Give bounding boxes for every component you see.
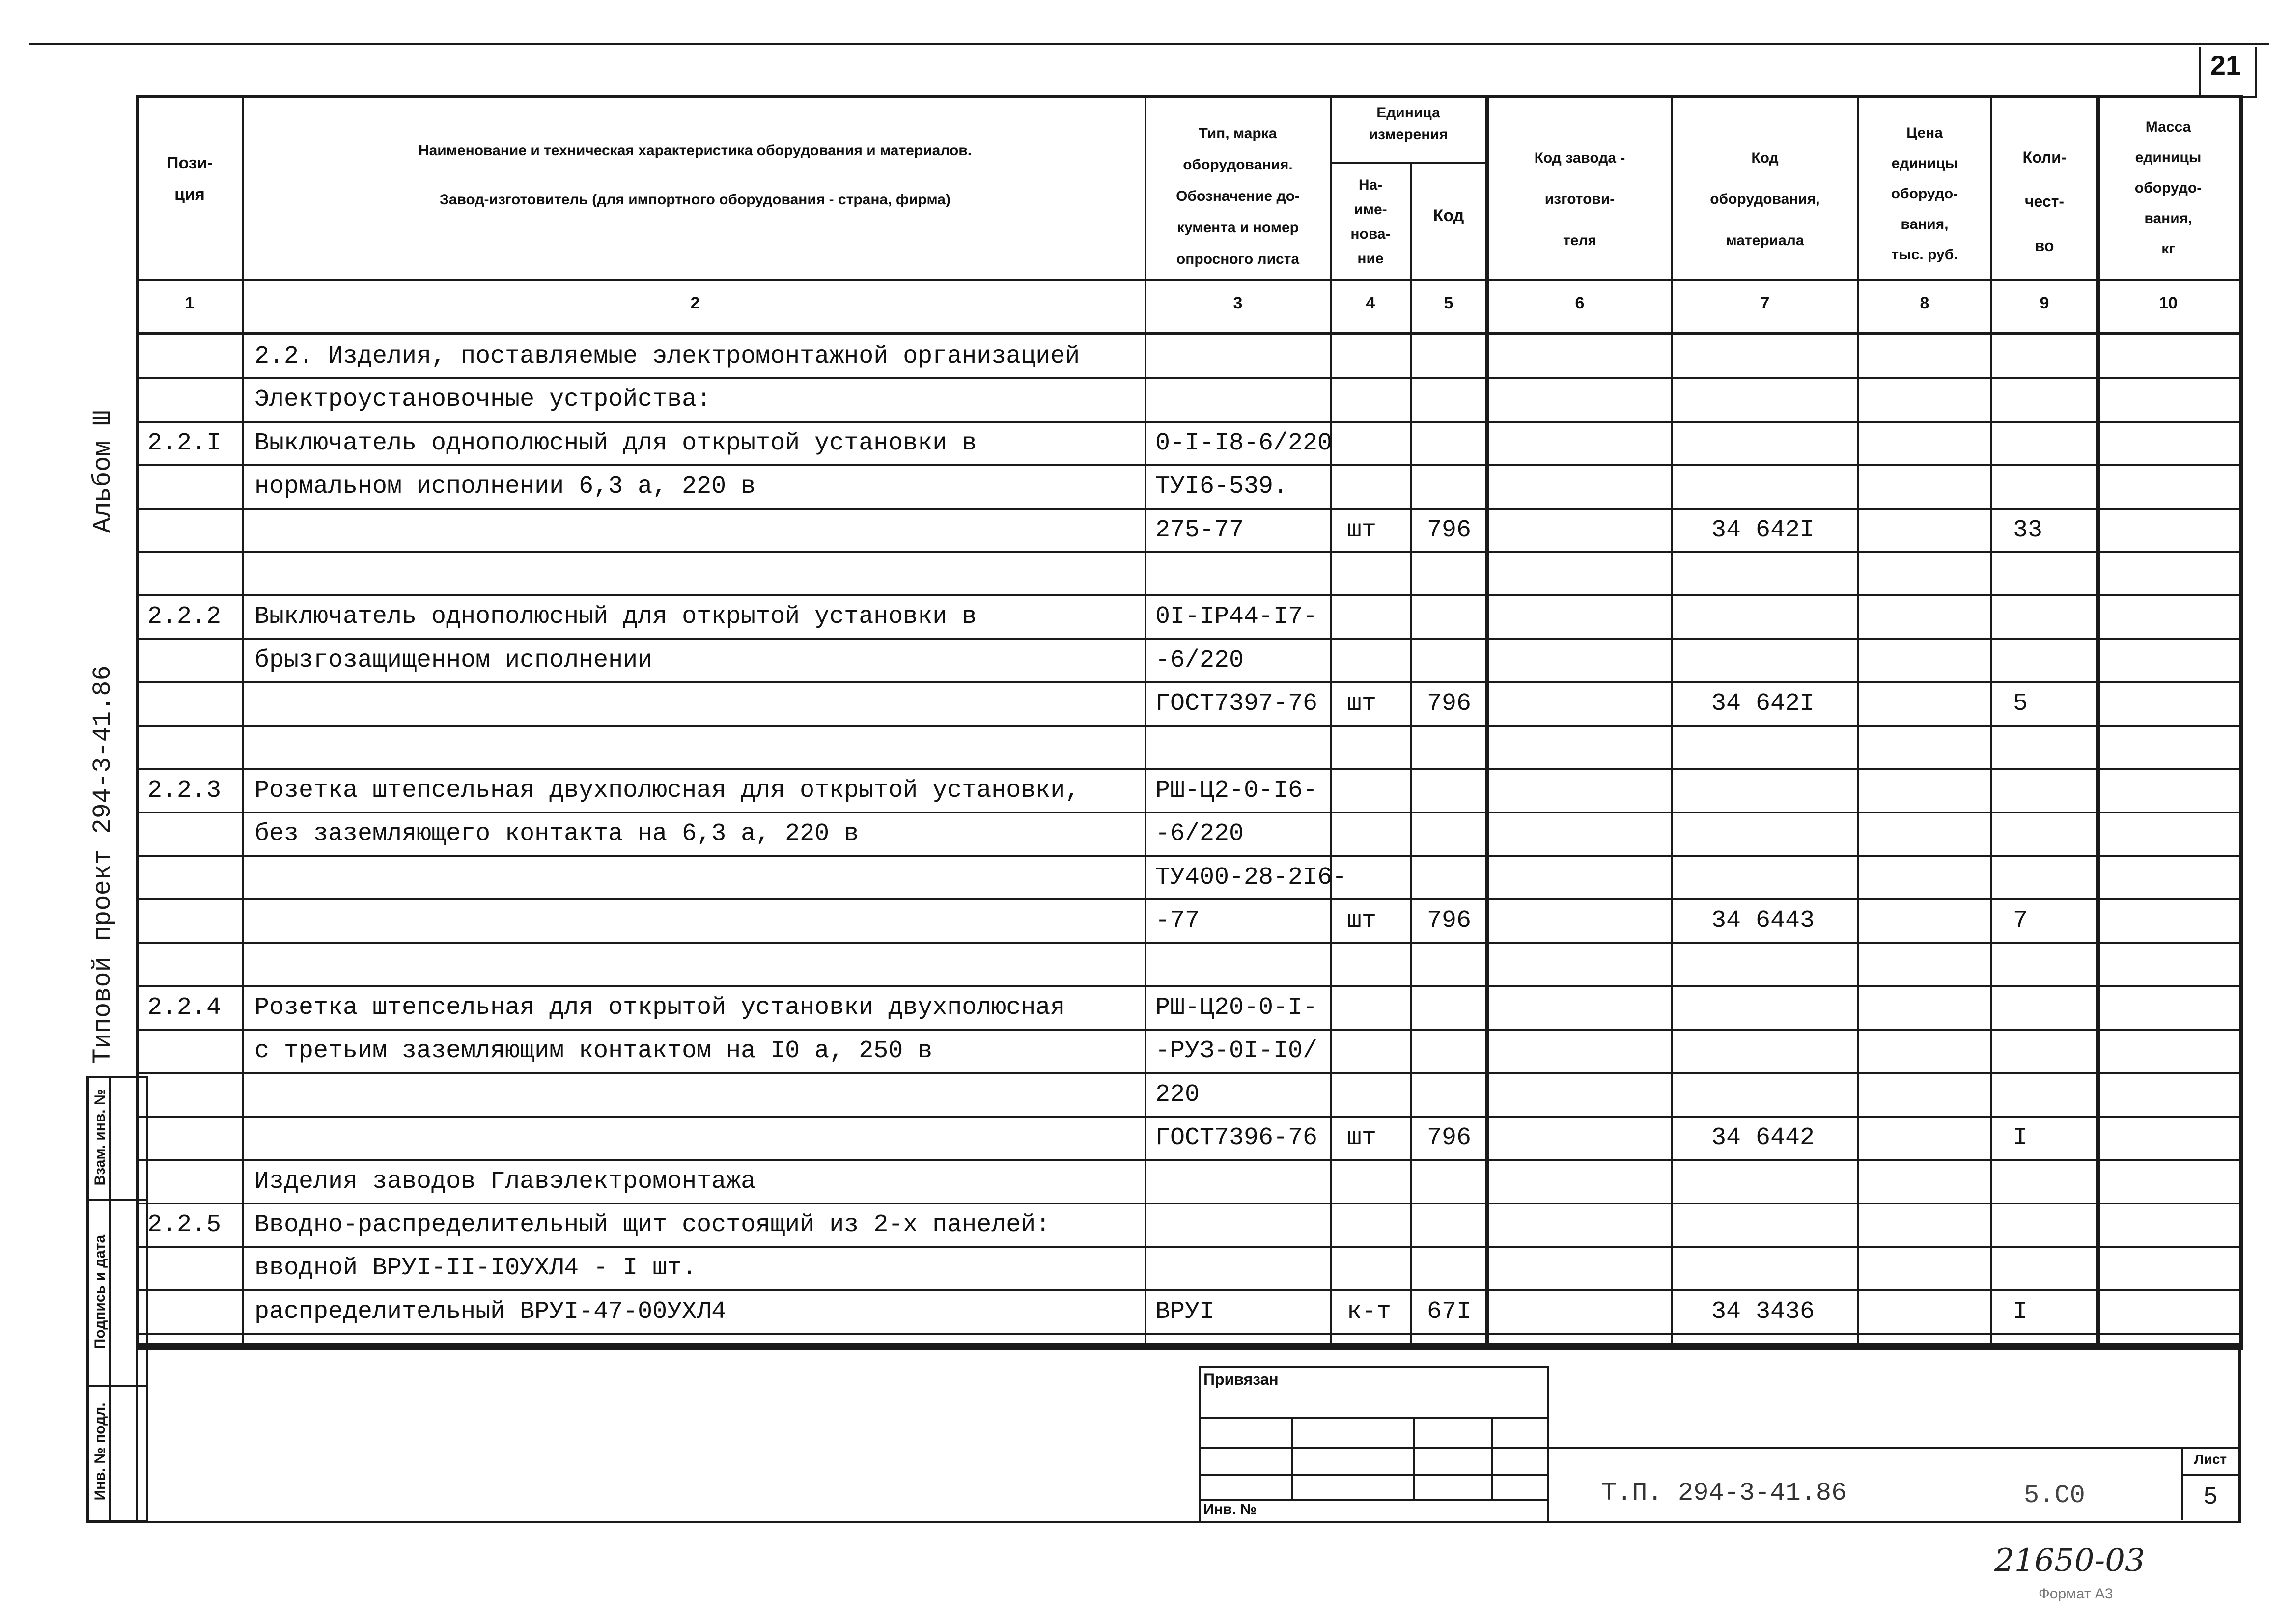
inv-no-label: Инв. №	[1203, 1501, 1257, 1517]
row-type: ГОСТ7396-76	[1155, 1124, 1318, 1152]
privyazan-col-2	[1413, 1417, 1415, 1501]
format-label: Формат А3	[2039, 1586, 2113, 1602]
column-number-6: 6	[1575, 294, 1585, 312]
row-divider	[136, 1289, 2239, 1291]
row-equipment-code: 34 642I	[1711, 690, 1815, 718]
privyazan-row-3	[1199, 1474, 1547, 1476]
header-col2-line2: Завод-изготовитель (для импортного оборудования - страна, фирма)	[440, 192, 950, 208]
row-equipment-code: 34 6442	[1711, 1124, 1815, 1152]
row-unit: шт	[1347, 690, 1377, 718]
privyazan-row-2	[1199, 1447, 1547, 1449]
column-number-2: 2	[690, 294, 700, 312]
col-divider-8	[1990, 95, 1992, 1343]
header-col3: Тип, марка оборудования. Обозначение до- кумента и номер опросного листа	[1176, 125, 1300, 267]
column-number-10: 10	[2159, 294, 2178, 312]
column-number-8: 8	[1920, 294, 1929, 312]
row-divider	[136, 421, 2239, 423]
row-position: 2.2.I	[147, 429, 222, 457]
row-type: -6/220	[1155, 820, 1244, 848]
title-block-frame	[136, 1343, 2241, 1523]
header-col6: Код завода - изготови- теля	[1534, 150, 1625, 249]
row-quantity: 5	[2013, 690, 2028, 718]
sheet-number: 5	[2203, 1484, 2218, 1512]
row-divider	[136, 594, 2239, 596]
row-unit-code: 796	[1427, 907, 1472, 935]
header-col5: Код	[1433, 206, 1464, 225]
header-col9: Коли- чест- во	[2022, 148, 2067, 254]
row-name: Изделия заводов Главэлектромонтажа	[254, 1167, 756, 1196]
column-number-1: 1	[185, 294, 195, 312]
row-equipment-code: 34 3436	[1711, 1297, 1815, 1326]
top-frame-line	[29, 43, 2269, 45]
row-type: РШ-Ц20-0-I-	[1155, 994, 1318, 1022]
row-name: Вводно-распределительный щит состоящий из 2-х панелей:	[254, 1211, 1051, 1239]
col-divider-1	[242, 95, 244, 1343]
row-name: брызгозащищенном исполнении	[254, 646, 653, 674]
header-unit-group: Единица измерения	[1369, 105, 1448, 142]
header-col1: Пози- ция	[167, 154, 213, 204]
row-divider	[136, 464, 2239, 466]
privyazan-row-1	[1199, 1417, 1547, 1419]
row-unit: шт	[1347, 516, 1377, 544]
row-name: нормальном исполнении 6,3 а, 220 в	[254, 473, 756, 501]
header-divider	[136, 279, 2239, 281]
row-divider	[136, 855, 2239, 857]
title-block-separator	[1545, 1447, 2238, 1449]
row-name: 2.2. Изделия, поставляемые электромонтажной организацией	[254, 342, 1080, 370]
row-type: -6/220	[1155, 646, 1244, 674]
sheet-box-divider	[2181, 1474, 2238, 1476]
col-divider-6	[1671, 95, 1673, 1343]
row-type: -77	[1155, 907, 1200, 935]
row-divider	[136, 1203, 2239, 1204]
row-name: Розетка штепсельная двухполюсная для открытой установки,	[254, 777, 1080, 805]
sheet-label: Лист	[2194, 1452, 2227, 1467]
column-number-7: 7	[1760, 294, 1770, 312]
row-divider	[136, 638, 2239, 640]
row-divider	[136, 725, 2239, 727]
row-type: 0I-IP44-I7-	[1155, 603, 1318, 631]
col-divider-2	[1145, 95, 1146, 1343]
privyazan-col-1	[1291, 1417, 1293, 1501]
row-divider	[136, 1246, 2239, 1248]
col-divider-4	[1410, 162, 1412, 1343]
row-type: 220	[1155, 1080, 1200, 1109]
row-quantity: I	[2013, 1297, 2028, 1326]
row-divider	[136, 985, 2239, 987]
row-unit: шт	[1347, 907, 1377, 935]
col-divider-3	[1330, 95, 1332, 1343]
row-quantity: 7	[2013, 907, 2028, 935]
row-position: 2.2.5	[147, 1211, 222, 1239]
row-divider	[136, 1333, 2239, 1335]
row-type: 0-I-I8-6/220	[1155, 429, 1333, 457]
row-type: ВРУI	[1155, 1297, 1215, 1326]
section-code: 5.С0	[2024, 1481, 2085, 1510]
row-position: 2.2.2	[147, 603, 222, 631]
row-equipment-code: 34 642I	[1711, 516, 1815, 544]
row-divider	[136, 551, 2239, 553]
col-divider-9	[2096, 95, 2100, 1343]
table-frame	[136, 95, 2243, 1350]
header-col2-line1: Наименование и техническая характеристика оборудования и материалов.	[418, 142, 972, 159]
stamp-vzam: Взам. инв. №	[92, 1089, 108, 1186]
designation-code: Т.П. 294-3-41.86	[1601, 1479, 1847, 1508]
project-label: Типовой проект 294-3-41.86	[88, 665, 117, 1064]
row-divider	[136, 508, 2239, 510]
corner-sheet-number: 21	[2210, 50, 2241, 81]
header-col4: На- име- нова- ние	[1350, 177, 1391, 267]
col-divider-7	[1857, 95, 1859, 1343]
privyazan-label: Привязан	[1203, 1371, 1279, 1388]
row-divider	[136, 1072, 2239, 1074]
row-type: ГОСТ7397-76	[1155, 690, 1318, 718]
row-divider	[136, 942, 2239, 944]
column-number-divider	[136, 332, 2239, 335]
row-divider	[136, 898, 2239, 900]
row-unit: к-т	[1347, 1297, 1392, 1326]
row-type: РШ-Ц2-0-I6-	[1155, 777, 1318, 805]
row-divider	[136, 1029, 2239, 1031]
row-name: Электроустановочные устройства:	[254, 386, 712, 414]
row-divider	[136, 681, 2239, 683]
row-unit-code: 796	[1427, 690, 1472, 718]
stamp-sign-date: Подпись и дата	[92, 1234, 108, 1349]
row-name: вводной ВРУI-II-I0УХЛ4 - I шт.	[254, 1254, 697, 1283]
row-type: ТУI6-539.	[1155, 473, 1288, 501]
header-col8: Цена единицы оборудо- вания, тыс. руб.	[1891, 125, 1958, 263]
row-unit-code: 67I	[1427, 1297, 1472, 1326]
row-quantity: I	[2013, 1124, 2028, 1152]
row-divider	[136, 377, 2239, 379]
col-divider-5	[1485, 95, 1489, 1343]
stamp-inv-podl: Инв. № подл.	[92, 1402, 108, 1501]
row-unit: шт	[1347, 1124, 1377, 1152]
row-divider	[136, 768, 2239, 770]
row-name: с третьим заземляющим контактом на I0 а, 250 в	[254, 1037, 933, 1065]
row-position: 2.2.3	[147, 777, 222, 805]
row-divider	[136, 1159, 2239, 1161]
privyazan-col-3	[1491, 1417, 1493, 1501]
row-name: Выключатель однополюсный для открытой установки в	[254, 603, 977, 631]
row-type: ТУ400-28-2I6-	[1155, 863, 1347, 892]
row-type: -РУЗ-0I-I0/	[1155, 1037, 1318, 1065]
row-quantity: 33	[2013, 516, 2043, 544]
row-name: распределительный ВРУI-47-00УХЛ4	[254, 1297, 727, 1326]
header-col10: Масса единицы оборудо- вания, кг	[2134, 119, 2202, 257]
row-position: 2.2.4	[147, 994, 222, 1022]
header-col7: Код оборудования, материала	[1710, 150, 1820, 249]
row-unit-code: 796	[1427, 1124, 1472, 1152]
row-name: без заземляющего контакта на 6,3 а, 220 в	[254, 820, 859, 848]
archive-number: 21650-03	[1994, 1542, 2145, 1579]
row-name: Розетка штепсельная для открытой установки двухполюсная	[254, 994, 1065, 1022]
row-type: 275-77	[1155, 516, 1244, 544]
row-name: Выключатель однополюсный для открытой установки в	[254, 429, 977, 457]
album-label: Альбом Ш	[88, 410, 117, 533]
row-divider	[136, 1116, 2239, 1118]
row-unit-code: 796	[1427, 516, 1472, 544]
column-number-5: 5	[1444, 294, 1453, 312]
row-divider	[136, 812, 2239, 813]
row-equipment-code: 34 6443	[1711, 907, 1815, 935]
column-number-9: 9	[2040, 294, 2049, 312]
column-number-3: 3	[1233, 294, 1243, 312]
unit-group-divider	[1330, 162, 1485, 164]
column-number-4: 4	[1366, 294, 1375, 312]
